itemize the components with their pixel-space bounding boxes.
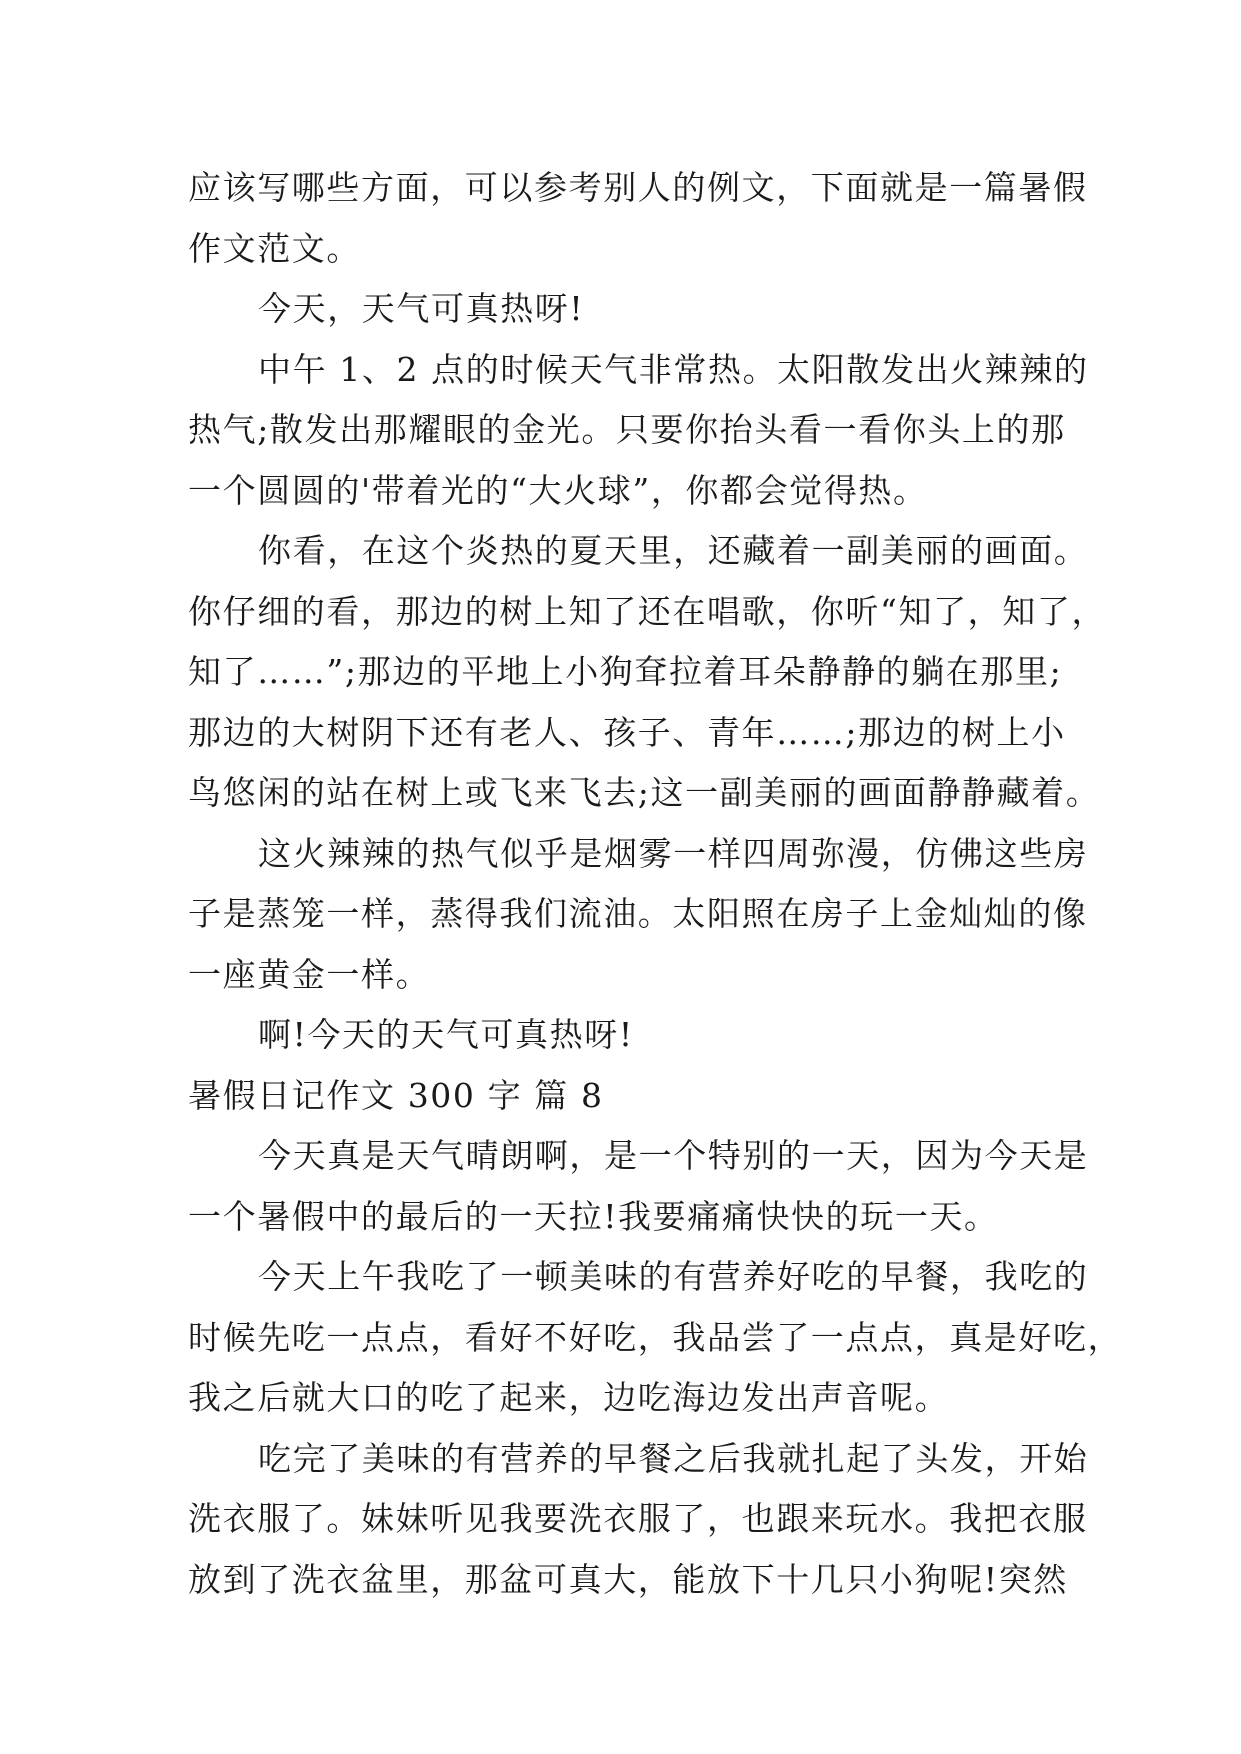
section-heading: 暑假日记作文 300 字 篇 8 xyxy=(188,1075,604,1115)
text-line: 我之后就大口的吃了起来，边吃海边发出声音呢。 xyxy=(188,1378,950,1417)
text-line: 啊!今天的天气可真热呀! xyxy=(258,1015,634,1054)
text-line: 中午 1、2 点的时候天气非常热。太阳散发出火辣辣的 xyxy=(258,349,1089,389)
text-line: 这火辣辣的热气似乎是烟雾一样四周弥漫，仿佛这些房 xyxy=(258,833,1089,873)
text-line: 应该写哪些方面，可以参考别人的例文，下面就是一篇暑假 xyxy=(188,168,1088,207)
text-line: 一个圆圆的'带着光的“大火球”，你都会觉得热。 xyxy=(188,470,928,510)
text-line: 你仔细的看，那边的树上知了还在唱歌，你听“知了，知了， xyxy=(188,591,1107,631)
text-line: 放到了洗衣盆里，那盆可真大，能放下十几只小狗呢!突然 xyxy=(188,1559,1068,1599)
text-line: 今天上午我吃了一顿美味的有营养好吃的早餐，我吃的 xyxy=(258,1257,1089,1296)
text-line: 知了……”;那边的平地上小狗耷拉着耳朵静静的躺在那里; xyxy=(188,652,1063,691)
text-line: 作文范文。 xyxy=(188,228,361,268)
text-line: 子是蒸笼一样，蒸得我们流油。太阳照在房子上金灿灿的像 xyxy=(188,894,1088,933)
text-line: 时候先吃一点点，看好不好吃，我品尝了一点点，真是好吃， xyxy=(188,1317,1123,1357)
text-line: 鸟悠闲的站在树上或飞来飞去;这一副美丽的画面静静藏着。 xyxy=(188,773,1101,812)
body-text xyxy=(188,158,1123,1610)
text-line: 吃完了美味的有营养的早餐之后我就扎起了头发，开始 xyxy=(258,1438,1089,1478)
text-line: 一座黄金一样。 xyxy=(188,954,431,994)
text-line: 那边的大树阴下还有老人、孩子、青年……;那边的树上小 xyxy=(188,712,1066,752)
text-line: 洗衣服了。妹妹听见我要洗衣服了，也跟来玩水。我把衣服 xyxy=(188,1499,1088,1538)
text-line: 一个暑假中的最后的一天拉!我要痛痛快快的玩一天。 xyxy=(188,1196,999,1236)
text-line: 今天，天气可真热呀! xyxy=(258,289,585,328)
text-line: 热气;散发出那耀眼的金光。只要你抬头看一看你头上的那 xyxy=(188,410,1066,449)
text-line: 你看，在这个炎热的夏天里，还藏着一副美丽的画面。 xyxy=(258,531,1089,570)
text-line: 今天真是天气晴朗啊，是一个特别的一天，因为今天是 xyxy=(258,1136,1089,1175)
